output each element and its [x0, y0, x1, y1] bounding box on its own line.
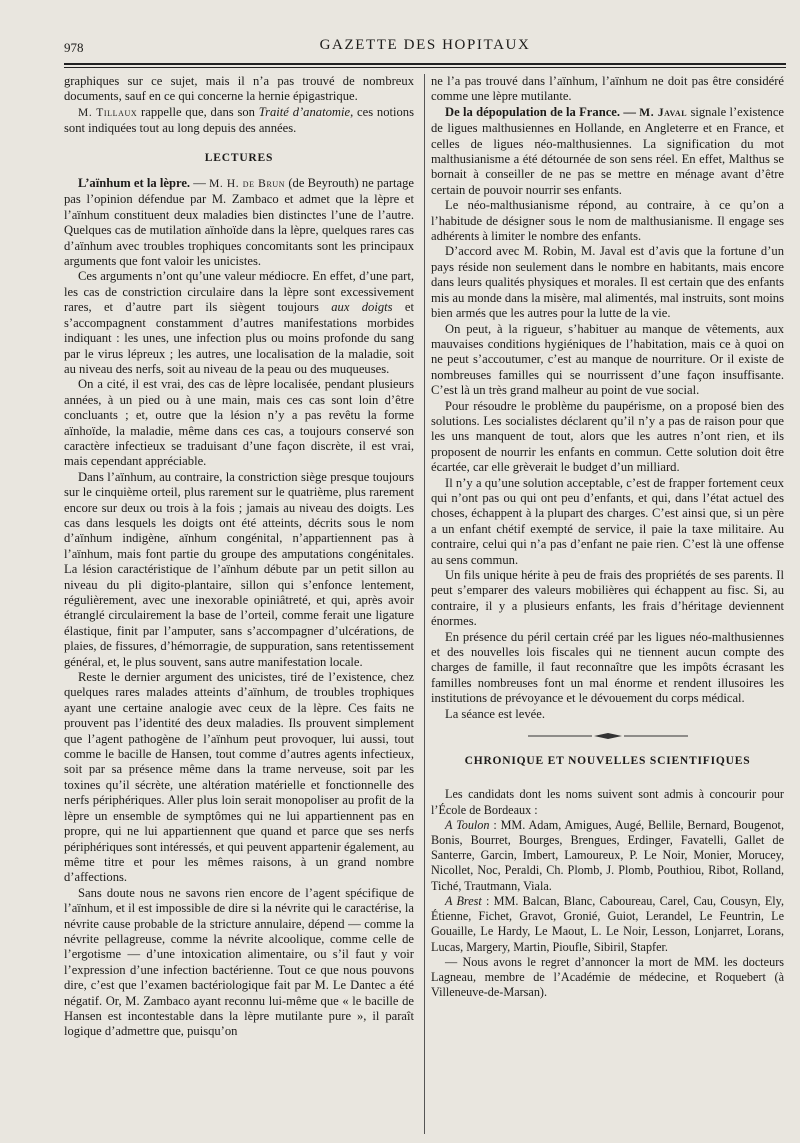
toulon-names: : MM. Adam, Amigues, Augé, Bellile, Bernard, Bougenot, Bonis, Bourret, Bourges, Brengues, Erdinger, Favatelli, Gallet de Santerre, Garcin, Imbert, Lamoureux, P. Le Noir, Monier, Morucey, Nicollet, Noc, Peraldi, Ch. Plomb, J. Plomb, Pouthiou, Ribot, Rolland, Tiché, Trautmann, Viala.: [431, 817, 784, 893]
paragraph: [64, 269, 414, 377]
section-heading-chronique: CHRONIQUE ET NOUVELLES SCIENTIFIQUES: [464, 755, 751, 768]
ornament-separator: [528, 732, 688, 740]
brest-names: : MM. Balcan, Blanc, Caboureau, Carel, Cau, Cousyn, Ely, Étienne, Fichet, Gravot, Gronié, Guiot, Lerandel, Le Feuntrin, Le Gouaille, Le Hardy, Le Maout, L. Le Noir, Lesson, Lonjarret, Lorans, Lucas, Margery, Martin, Pioufle, Sibiril, Stapfer.: [431, 893, 784, 954]
depopulation-text: signale l’existence de ligues malthusiennes en Hollande, en Angleterre et en France, et celles de ligues néo-malthusiennes. La signification du mot malthusianisme a été détournée de son sens réel. En effet, Malthus se bornait à conseiller de ne pas se mettre en ménage avant d’être certain de pouvoir nourrir ses enfants.: [431, 104, 785, 197]
paragraph: Sans doute nous ne savons rien encore de l’agent spécifique de l’aïnhum, et il est impossible de dire si la névrite qui le caractérise, la névrite cause probable de la stricture annulaire, dépend — comme la névrite pellagreuse, comme la névrite alcoolique, comme celle de l’ergotisme — d’une intoxication alimentaire, ou s’il faut y voir l’expression d’une infection bactérienne. Tout ce que nous pouvons dire, c’est que l’examen bactériologique fait par M. Le Dantec a été négatif. Or, M. Zambaco ayant reconnu lui-même que « le bacille de Hansen est incontestable dans la lèpre mutilante pure », il paraît logique d’admettre que, puisqu’on: [64, 885, 414, 1039]
page-header: [64, 34, 786, 60]
header-rule-thin: [64, 67, 786, 68]
tillaux-paragraph: [64, 105, 414, 137]
paragraph: On peut, à la rigueur, s’habituer au manque de vêtements, aux mauvaises conditions hygiéniques de l’habitation, mais ce à quoi on ne peut s’accoutumer, c’est au manque de nourriture. Or il existe de nombreuses familles qui se nourrissent d’une façon insuffisante. C’est là un très grand malheur au point de vue social.: [431, 321, 784, 398]
ainhum-dash: —: [190, 176, 210, 191]
obituary-notice: — Nous avons le regret d’annoncer la mort de MM. les docteurs Lagneau, membre de l’Académie de médecine, et Roquebert (à Villeneuve-de-Marsan).: [431, 954, 784, 1000]
book-title: Traité d’anatomie: [258, 104, 351, 119]
candidates-intro: Les candidats dont les noms suivent sont admis à concourir pour l’École de Bordeaux :: [431, 787, 784, 817]
tillaux-text-a: rappelle que, dans son: [137, 104, 259, 119]
brest-list: [431, 894, 784, 955]
ainhum-text: (de Beyrouth) ne partage pas l’opinion défendue par M. Zambaco et admet que la lèpre et l’aïnhum constituent deux maladies bien distinctes l’une de l’autre. Quelques cas de mutilation aïnhoïde dans la lèpre, quelques rares cas d’aïnhum avec troubles trophiques concomitants sont les principaux arguments que font valoir les unicistes.: [64, 176, 414, 269]
paragraph: Le néo-malthusianisme répond, au contraire, à ce qu’on a l’habitude de désigner sous le nom de malthusianisme. Il engage ses adhérents à limiter le nombre des enfants.: [431, 198, 784, 244]
paragraph-text-a: Ces arguments n’ont qu’une valeur médiocre. En effet, d’une part, les cas de constriction circulaire dans la lèpre sont excessivement rares, et d’autre part ils siègent toujours: [64, 269, 414, 315]
left-column: [64, 74, 414, 1040]
ainhum-title: L’aïnhum et la lèpre.: [78, 176, 191, 191]
depopulation-title: De la dépopulation de la France.: [445, 104, 621, 119]
right-column: [431, 74, 784, 1000]
paragraph: D’accord avec M. Robin, M. Javal est d’avis que la fortune d’un pays réside non seulement dans le nombre en habitants, mais encore dans leurs qualités physiques et morales. Il est certain que des enfants mis au monde dans la misère, mal alimentés, mal instruits, sont moins bien armés que les autres pour la lutte de la vie.: [431, 244, 784, 321]
paragraph: En présence du péril certain créé par les ligues néo-malthusiennes et des nouvelles lois fiscales qui ne tiennent aucun compte des charges de famille, il faut reconnaître que les impôts écrasant les familles nombreuses font un mal énorme et rendent illusoires les institutions de prévoyance et le dévouement du corps médical.: [431, 629, 784, 706]
author-tillaux: M. Tillaux: [78, 106, 138, 119]
paragraph: On a cité, il est vrai, des cas de lèpre localisée, pendant plusieurs années, à un pied ou à une main, mais ces cas sont loin d’être concluants ; et, outre que la lésion n’y a pas revêtu la forme aïnhoïde, la maladie, même dans ces cas, a toujours conservé son caractère infectieux se traduisant d’une façon discrète, il est vrai, mais cependant appréciable.: [64, 377, 414, 469]
column-divider: [424, 74, 425, 1134]
tillaux-text-b: , ces notions sont indiquées tout au long depuis des années.: [64, 104, 415, 136]
toulon-label: A Toulon: [445, 817, 490, 832]
author-de-brun: M. H. de Brun: [209, 178, 286, 191]
intro-paragraph: graphiques sur ce sujet, mais il n’a pas trouvé de nombreux documents, sauf en ce qui concerne la hernie épigastrique.: [64, 74, 414, 104]
page-number: 978: [64, 40, 84, 55]
emphasis-text: aux doigts: [331, 300, 393, 315]
depopulation-paragraph: [431, 105, 784, 198]
header-rule-thick: [64, 63, 786, 65]
section-heading-lectures: LECTURES: [204, 151, 274, 164]
paragraph: Un fils unique hérite à peu de frais des propriétés de ses parents. Il peut s’emparer des valeurs mobilières qui échappent au fisc. Si, au contraire, il y a plusieurs enfants, les frais d’héritage deviennent énormes.: [431, 568, 784, 629]
author-javal: M. Javal: [639, 106, 688, 119]
chronique-body: [431, 787, 784, 1000]
paragraph-text-b: et s’accompagnent constamment d’autres manifestations morbides indiquant : les unes, une infection plus ou moins profonde du sang par le virus lépreux ; les autres, une localisation de la maladie, soit au niveau des nerfs, soit au niveau de la peau ou des muqueuses.: [64, 300, 414, 376]
journal-title: GAZETTE DES HOPITAUX: [319, 37, 531, 53]
paragraph: Pour résoudre le problème du paupérisme, on a proposé bien des solutions. Les socialistes déclarent qu’il n’y a pas de raison pour que les uns manquent de tout, alors que les autres n’ont rien, et ils proposent de nourrir les enfants en commun. Cette solution doit être écartée, car elle grèverait le budget d’un milliard.: [431, 398, 784, 475]
depopulation-dash: —: [620, 104, 640, 119]
paragraph: Dans l’aïnhum, au contraire, la constriction siège presque toujours sur le cinquième orteil, plus rarement sur le quatrième, plus rarement encore sur deux ou trois à la fois ; jamais au niveau des doigts. Les cas dans lesquels les doigts ont été atteints, décrits sous le nom d’aïnhum indigène, aïnhum congénital, n’appartiennent pas à l’aïnhum, mais font partie du groupe des amputations congénitales. La lésion caractéristique de l’aïnhum débute par un petit sillon au niveau du pli digito-plantaire, sillon qui s’enfonce lentement, régulièrement, avec une inexorable opiniâtreté, et qui, après avoir étranglé circulairement la base de l’orteil, comme ferait une ligature élastique, finit par l’amputer, sans s’accompagner d’ulcérations, de plaies, de fissures, d’hémorragie, de suppuration, sans retentissement général, et, le plus souvent, sans autre manifestation locale.: [64, 469, 414, 669]
continuation-paragraph: ne l’a pas trouvé dans l’aïnhum, l’aïnhum ne doit pas être considéré comme une lèpre mutilante.: [431, 74, 784, 104]
seance-closing: La séance est levée.: [445, 706, 545, 721]
ainhum-paragraph: [64, 176, 414, 269]
toulon-list: [431, 818, 784, 894]
brest-label: A Brest: [445, 893, 482, 908]
paragraph: Il n’y a qu’une solution acceptable, c’est de frapper fortement ceux qui n’ont pas ou qui ont peu d’enfants, et qui, dans l’état actuel des choses, échappent à la plupart des charges. C’est ainsi que, si un père a un enfant chétif exempté de service, il paie la taxe militaire. Au contraire, celui qui n’a pas d’enfant ne paie rien. C’est là une offense au sens commun.: [431, 475, 784, 567]
paragraph: Reste le dernier argument des unicistes, tiré de l’existence, chez quelques rares malades atteints d’aïnhum, de troubles trophiques ayant une certaine analogie avec ceux de la lèpre. Ces faits ne prouvent pas l’identité des deux maladies. Ils prouvent simplement que l’agent pathogène de l’aïnhum peut provoquer, lui aussi, tout comme le bacille de Hansen, tout comme d’autres agents infectieux, soit par sa présence même dans la trame nerveuse, soit par les toxines qu’il sécrète, une altération matérielle et fonctionnelle des nerfs périphériques. Aller plus loin serait monopoliser au profit de la lèpre un ensemble de symptômes qui ne lui appartiennent pas en propre, qui ne lui appartiennent que quand et parce que ses nerfs périphériques sont intéressés, et qui peuvent appartenir également, au même titre et pour les mêmes raisons, à un grand nombre d’affections.: [64, 670, 414, 885]
